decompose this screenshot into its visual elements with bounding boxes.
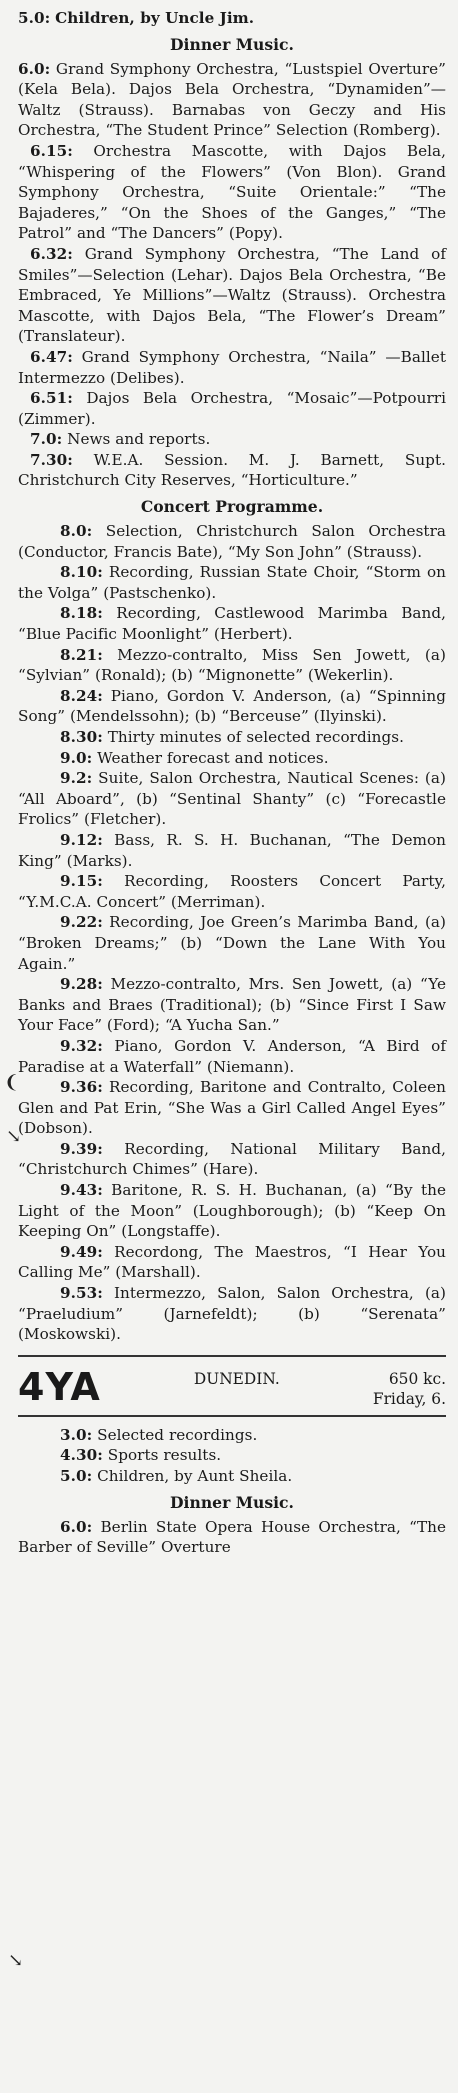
entry-text: Grand Symphony Orchestra, “The Land of Smiles”—Selection (Lehar). Dajos Bela Orchestra, “Be Embraced, Ye Millions”—Waltz (Strauss). Orchestra Mascotte, with Dajos Bela, “The Flower’s Dream” (Translateur).: [18, 244, 446, 346]
programme-entry: [18, 347, 446, 388]
entry-text: Mezzo-contralto, Miss Sen Jowett, (a) “Sylvian” (Ronald); (b) “Mignonette” (Wekerlin).: [18, 645, 446, 685]
programme-entry: [18, 562, 446, 603]
station-details: [373, 1369, 446, 1409]
station-header: [18, 1365, 446, 1409]
entry-time: 9.53:: [60, 1284, 103, 1303]
programme-entry: [18, 521, 446, 562]
entry-time: 8.21:: [60, 645, 103, 664]
entry-text: Weather forecast and notices.: [97, 748, 329, 767]
programme-entry: [18, 645, 446, 686]
programme-entry: [18, 871, 446, 912]
entry-time: 6.51:: [30, 389, 73, 408]
entry-time: 9.43:: [60, 1181, 103, 1200]
programme-entry: [18, 59, 446, 141]
programme-column: [18, 8, 446, 1558]
entry-text: Children, by Aunt Sheila.: [97, 1467, 293, 1485]
pencil-mark: ↘: [8, 1950, 24, 1971]
entry-text: Berlin State Opera House Orchestra, “The Barber of Seville” Overture: [18, 1517, 446, 1557]
section-divider: [18, 1355, 446, 1357]
section-divider: [18, 1415, 446, 1417]
entry-time: 9.12:: [60, 830, 103, 849]
entry-time: 9.39:: [60, 1139, 103, 1158]
entry-time: 4.30:: [60, 1446, 103, 1465]
programme-entry: [18, 450, 446, 491]
section-heading-concert-programme: Concert Programme.: [140, 497, 324, 517]
station-callsign: 4YA: [18, 1364, 101, 1409]
programme-entry: [18, 830, 446, 871]
entry-time: 3.0:: [60, 1425, 93, 1444]
entry-time: 9.49:: [60, 1242, 103, 1261]
programme-entry: [18, 1466, 446, 1487]
entry-time: 5.0:: [18, 9, 51, 27]
entry-text: Mezzo-contralto, Mrs. Sen Jowett, (a) “Ye Banks and Braes (Traditional); (b) “Since First I Saw Your Face” (Ford); “A Yucha San.”: [18, 975, 446, 1035]
entry-time: 6.0:: [60, 1517, 93, 1536]
entry-text: W.E.A. Session. M. J. Barnett, Supt. Christchurch City Reserves, “Horticulture.”: [18, 450, 446, 490]
programme-entry: [18, 727, 446, 748]
entry-text: Grand Symphony Orchestra, “Lustspiel Overture” (Kela Bela). Dajos Bela Orchestra, “Dynamiden”—Waltz (Strauss). Barnabas von Geczy and His Orchestra, “The Student Prince” Selection (Romberg).: [18, 59, 446, 140]
entry-text: Dajos Bela Orchestra, “Mosaic”—Potpourri (Zimmer).: [18, 389, 446, 428]
entry-time: 8.0:: [60, 522, 93, 541]
station-day: Friday, 6.: [372, 1389, 446, 1408]
entry-time: 8.18:: [60, 604, 103, 623]
programme-entry: [18, 1036, 446, 1077]
programme-entry: [18, 1283, 446, 1345]
entry-time: 8.24:: [60, 686, 103, 705]
entry-text: Recording, Russian State Choir, “Storm on the Volga” (Pastschenko).: [18, 563, 446, 602]
entry-time: 7.0:: [30, 430, 63, 449]
entry-text: Recording, Roosters Concert Party, “Y.M.C.A. Concert” (Merriman).: [18, 872, 446, 911]
entry-time: 9.15:: [60, 872, 103, 891]
entry-text: Children, by Uncle Jim.: [55, 9, 255, 27]
pencil-mark: ↘: [6, 1126, 22, 1147]
section-heading-dinner-music: Dinner Music.: [170, 1492, 294, 1512]
programme-entry: [18, 974, 446, 1036]
entry-time: 5.0:: [60, 1467, 93, 1485]
entry-time: 9.22:: [60, 913, 103, 932]
entry-text: Recording, Joe Green’s Marimba Band, (a) “Broken Dreams;” (b) “Down the Lane With You Again.”: [18, 913, 446, 973]
entry-text: Piano, Gordon V. Anderson, “A Bird of Paradise at a Waterfall” (Niemann).: [18, 1036, 446, 1076]
programme-entry: [18, 388, 446, 429]
programme-entry: [18, 1445, 446, 1466]
entry-text: News and reports.: [67, 430, 211, 449]
entry-time: 6.32:: [30, 244, 73, 263]
entry-text: Intermezzo, Salon, Salon Orchestra, (a) “Praeludium” (Jarnefeldt); (b) “Serenata” (Moskowski).: [18, 1284, 446, 1344]
programme-entry: [18, 1425, 446, 1446]
entry-text: Recording, Baritone and Contralto, Coleen Glen and Pat Erin, “She Was a Girl Called Angel Eyes” (Dobson).: [18, 1078, 446, 1138]
entry-text: Recording, National Military Band, “Christchurch Chimes” (Hare).: [18, 1139, 446, 1179]
entry-text: Baritone, R. S. H. Buchanan, (a) “By the Light of the Moon” (Loughborough); (b) “Keep On Keeping On” (Longstaffe).: [18, 1181, 446, 1241]
entry-time: 8.10:: [60, 563, 103, 582]
entry-text: Sports results.: [107, 1446, 222, 1465]
station-city: DUNEDIN.: [193, 1369, 280, 1388]
programme-entry: [18, 768, 446, 830]
entry-text: Suite, Salon Orchestra, Nautical Scenes: (a) “All Aboard”, (b) “Sentinal Shanty” (c) “Forecastle Frolics” (Fletcher).: [18, 769, 446, 829]
entry-time: 6.15:: [30, 141, 73, 160]
programme-entry: [18, 429, 446, 450]
programme-entry: [18, 1139, 446, 1180]
entry-time: 7.30:: [30, 450, 73, 469]
entry-time: 6.0:: [18, 59, 51, 78]
entry-text: Recordong, The Maestros, “I Hear You Calling Me” (Marshall).: [18, 1242, 446, 1282]
intro-entry: [18, 8, 446, 29]
programme-entry: [18, 244, 446, 347]
entry-text: Bass, R. S. H. Buchanan, “The Demon King” (Marks).: [18, 830, 446, 870]
entry-time: 8.30:: [60, 728, 103, 746]
programme-entry: [18, 1242, 446, 1283]
entry-time: 6.47:: [30, 347, 73, 366]
programme-entry: [18, 686, 446, 727]
entry-text: Recording, Castlewood Marimba Band, “Blue Pacific Moonlight” (Herbert).: [18, 604, 446, 644]
entry-text: Selected recordings.: [97, 1425, 258, 1444]
entry-time: 9.2:: [60, 769, 93, 788]
entry-text: Thirty minutes of selected recordings.: [107, 728, 404, 746]
programme-entry: [18, 1517, 446, 1558]
programme-entry: [18, 1180, 446, 1242]
programme-entry: [18, 912, 446, 974]
programme-entry: [18, 603, 446, 644]
entry-time: 9.36:: [60, 1078, 103, 1097]
programme-entry: [18, 141, 446, 244]
entry-text: Selection, Christchurch Salon Orchestra (Conductor, Francis Bate), “My Son John” (Strauss).: [18, 522, 446, 561]
pencil-mark: ❨: [4, 1072, 20, 1093]
entry-text: Orchestra Mascotte, with Dajos Bela, “Whispering of the Flowers” (Von Blon). Grand Symphony Orchestra, “Suite Orientale:” “The Bajaderes,” “On the Shoes of the Ganges,” “The Patrol” and “The Dancers” (Popy).: [18, 141, 446, 243]
programme-entry: [18, 748, 446, 769]
entry-time: 9.28:: [60, 975, 103, 994]
entry-time: 9.0:: [60, 748, 93, 767]
entry-text: Grand Symphony Orchestra, “Naila” —Ballet Intermezzo (Delibes).: [18, 347, 446, 387]
entry-time: 9.32:: [60, 1036, 103, 1055]
station-frequency: 650 kc.: [388, 1369, 446, 1388]
entry-text: Piano, Gordon V. Anderson, (a) “Spinning Song” (Mendelssohn); (b) “Berceuse” (Ilyinski).: [18, 686, 446, 726]
programme-entry: [18, 1077, 446, 1139]
section-heading-dinner-music: Dinner Music.: [170, 34, 294, 54]
